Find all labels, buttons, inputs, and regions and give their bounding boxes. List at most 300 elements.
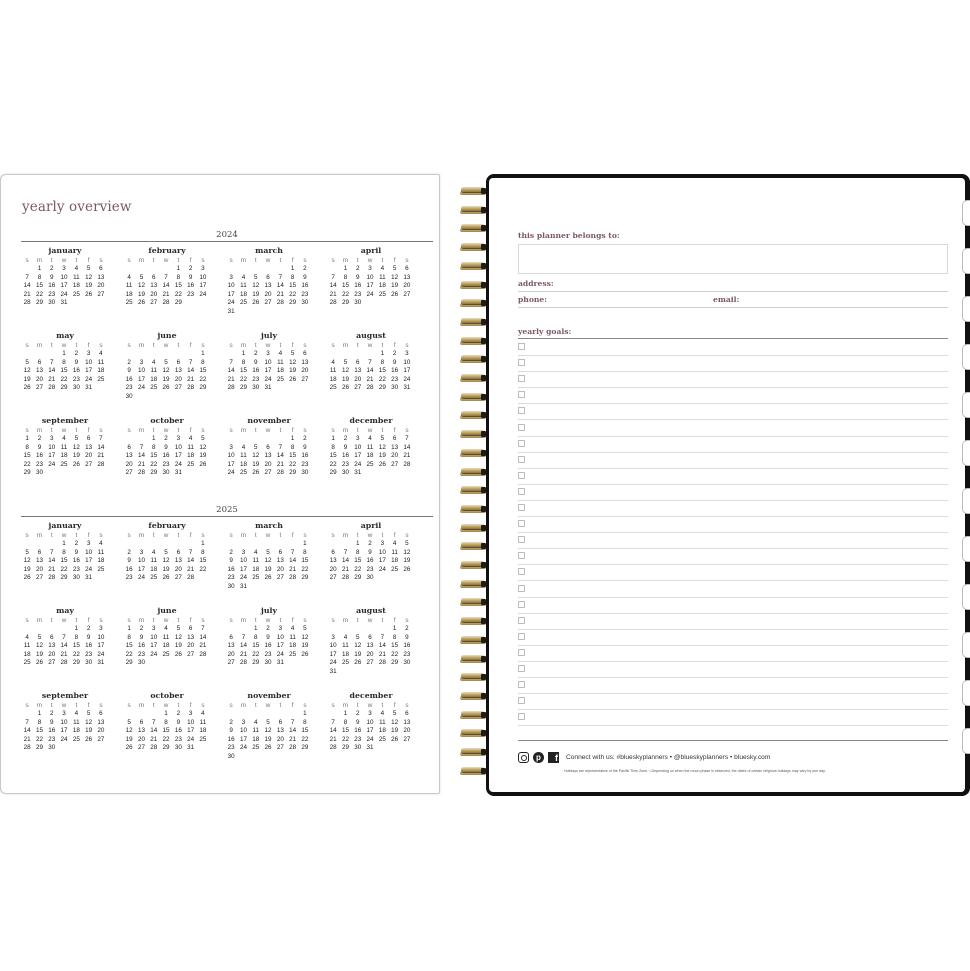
week-row — [327, 642, 415, 651]
day-cell: 16 — [391, 367, 399, 375]
day-cell: 9 — [86, 633, 91, 641]
goal-row[interactable] — [518, 694, 948, 710]
day-cell: 3 — [229, 273, 233, 281]
side-tab[interactable] — [962, 536, 970, 562]
side-tab[interactable] — [962, 584, 970, 610]
day-cell: 3 — [405, 350, 409, 357]
day-cell — [274, 384, 286, 393]
goal-row[interactable] — [518, 437, 948, 453]
weekday-letter: f — [189, 257, 192, 264]
day-cell: 28 — [239, 659, 247, 667]
day-cell: 5 — [25, 358, 29, 366]
day-cell: 20 — [391, 452, 399, 460]
day-cell — [33, 540, 45, 549]
day-cell: 1 — [201, 350, 205, 357]
goal-checkbox[interactable] — [518, 713, 525, 720]
week-row — [225, 583, 313, 592]
day-cell — [376, 744, 388, 753]
day-cell: 14 — [289, 727, 297, 735]
day-cell: 24 — [264, 375, 272, 383]
day-cell: 25 — [252, 574, 260, 582]
day-cell: 16 — [35, 452, 43, 460]
day-cell: 5 — [303, 625, 307, 632]
goal-checkbox[interactable] — [518, 456, 525, 463]
day-cell: 30 — [125, 392, 133, 400]
month-name: december — [349, 691, 393, 700]
weekday-letter: s — [25, 532, 29, 539]
goal-checkbox[interactable] — [518, 391, 525, 398]
goal-checkbox[interactable] — [518, 552, 525, 559]
weekday-letter: m — [36, 617, 43, 624]
goal-row[interactable] — [518, 421, 948, 437]
week-row — [327, 710, 415, 719]
day-cell: 11 — [150, 557, 158, 565]
goal-checkbox[interactable] — [518, 633, 525, 640]
day-cell: 5 — [176, 625, 181, 632]
day-cell: 17 — [227, 460, 235, 468]
week-row — [123, 634, 211, 643]
side-tab[interactable] — [962, 680, 970, 706]
month-name: august — [356, 606, 386, 615]
contact-line[interactable] — [518, 307, 948, 308]
day-cell: 12 — [378, 443, 386, 451]
month-december — [327, 690, 415, 753]
day-cell: 4 — [62, 435, 66, 442]
weekday-letter: f — [189, 532, 192, 539]
day-cell: 27 — [125, 469, 133, 477]
weekday-letter: w — [61, 427, 67, 434]
day-cell: 27 — [403, 290, 411, 298]
week-row — [225, 435, 313, 444]
side-tab[interactable] — [962, 200, 970, 226]
day-cell: 4 — [278, 350, 283, 357]
day-cell: 16 — [252, 367, 260, 375]
goal-checkbox[interactable] — [518, 407, 525, 414]
weekday-letter: f — [291, 617, 294, 624]
day-cell: 19 — [137, 290, 145, 298]
day-cell: 13 — [264, 282, 272, 290]
day-cell: 7 — [290, 548, 295, 556]
day-cell: 9 — [405, 633, 409, 641]
weekday-letter: t — [356, 342, 359, 349]
weekday-letter: w — [163, 427, 169, 434]
day-cell: 23 — [252, 375, 260, 383]
spiral-coil — [459, 354, 489, 364]
day-cell: 17 — [85, 367, 93, 375]
weekday-letter: s — [303, 427, 307, 434]
goal-row[interactable] — [518, 404, 948, 420]
goal-checkbox[interactable] — [518, 520, 525, 527]
day-cell: 1 — [201, 540, 205, 547]
day-cell: 29 — [125, 659, 133, 667]
address-label: address: — [518, 279, 554, 288]
facebook-icon[interactable]: f — [548, 752, 559, 763]
weekday-letter: s — [405, 257, 409, 264]
day-cell: 21 — [403, 452, 411, 460]
day-cell: 18 — [252, 735, 260, 743]
side-tab[interactable] — [962, 488, 970, 514]
day-cell — [237, 710, 249, 719]
week-row — [123, 540, 211, 549]
day-cell: 2 — [303, 265, 307, 272]
day-cell: 11 — [97, 548, 105, 556]
day-cell: 3 — [355, 435, 360, 442]
week-row — [123, 265, 211, 274]
goal-row[interactable] — [518, 340, 948, 356]
day-cell: 10 — [60, 273, 68, 281]
day-cell: 2 — [229, 548, 233, 556]
day-cell: 8 — [290, 273, 295, 281]
day-cell: 28 — [341, 574, 349, 582]
goal-row[interactable] — [518, 646, 948, 662]
weekday-letter: t — [75, 702, 78, 709]
day-cell — [299, 753, 311, 762]
day-cell: 19 — [199, 452, 207, 460]
weekday-letter: s — [201, 702, 205, 709]
week-row — [123, 444, 211, 453]
weekday-header — [225, 701, 313, 710]
side-tab[interactable] — [962, 440, 970, 466]
day-cell: 16 — [125, 375, 133, 383]
weekday-letter: f — [291, 532, 294, 539]
day-cell — [262, 540, 274, 549]
day-cell — [172, 540, 184, 549]
day-cell: 22 — [239, 375, 247, 383]
day-cell: 10 — [137, 557, 145, 565]
day-cell: 18 — [378, 282, 386, 290]
day-cell: 23 — [227, 574, 235, 582]
email-label: email: — [713, 295, 740, 304]
day-cell: 11 — [187, 443, 194, 451]
day-cell: 21 — [329, 290, 337, 298]
yearly-goals-label: yearly goals: — [518, 327, 572, 336]
day-cell: 5 — [127, 718, 131, 726]
day-cell: 15 — [199, 557, 207, 565]
day-cell: 18 — [97, 557, 105, 565]
day-cell: 8 — [62, 548, 66, 556]
goal-row[interactable] — [518, 453, 948, 469]
goal-checkbox[interactable] — [518, 697, 525, 704]
day-cell: 21 — [341, 565, 349, 573]
goal-row[interactable] — [518, 662, 948, 678]
goal-checkbox[interactable] — [518, 424, 525, 431]
day-cell: 22 — [60, 565, 68, 573]
day-cell: 15 — [391, 642, 399, 650]
day-cell: 30 — [137, 659, 145, 667]
month-december — [327, 415, 415, 478]
weekday-header — [225, 341, 313, 350]
day-cell: 21 — [289, 735, 297, 743]
day-cell: 13 — [35, 557, 43, 565]
day-cell: 26 — [289, 375, 297, 383]
day-cell — [225, 710, 237, 719]
phone-label: phone: — [518, 295, 548, 304]
weekday-letter: s — [303, 532, 307, 539]
weekday-letter: t — [381, 532, 384, 539]
day-cell: 22 — [23, 460, 31, 468]
weekday-letter: f — [393, 427, 396, 434]
goal-checkbox[interactable] — [518, 536, 525, 543]
goal-row[interactable] — [518, 549, 948, 565]
weekday-letter: f — [189, 342, 192, 349]
day-cell: 30 — [72, 574, 80, 582]
day-cell: 16 — [341, 452, 349, 460]
day-cell: 5 — [290, 350, 295, 357]
week-row — [327, 435, 415, 444]
day-cell: 18 — [187, 452, 195, 460]
day-cell: 9 — [74, 358, 79, 366]
day-cell: 2 — [229, 718, 233, 726]
day-cell — [184, 659, 196, 668]
day-cell: 15 — [289, 452, 297, 460]
day-cell: 23 — [72, 565, 80, 573]
day-cell: 19 — [23, 375, 31, 383]
day-cell: 2 — [49, 710, 54, 717]
weekday-letter: t — [279, 617, 282, 624]
day-cell — [401, 744, 413, 753]
day-cell — [376, 299, 388, 308]
day-cell: 12 — [23, 367, 31, 375]
day-cell: 26 — [23, 574, 31, 582]
day-cell: 9 — [303, 443, 307, 451]
goal-checkbox[interactable] — [518, 343, 525, 350]
weekday-letter: s — [331, 617, 335, 624]
day-cell: 12 — [301, 633, 309, 641]
day-cell: 6 — [278, 718, 283, 726]
spiral-coil — [459, 541, 489, 551]
spiral-coil — [459, 691, 489, 701]
day-cell: 3 — [139, 548, 144, 556]
goal-row[interactable] — [518, 372, 948, 388]
day-cell: 10 — [366, 273, 374, 281]
side-tab[interactable] — [962, 344, 970, 370]
day-cell: 17 — [137, 375, 145, 383]
day-cell: 28 — [276, 299, 284, 307]
owner-name-field[interactable] — [518, 244, 948, 274]
day-cell: 24 — [227, 469, 235, 477]
day-cell: 5 — [266, 548, 270, 556]
pinterest-icon[interactable]: p — [533, 752, 544, 763]
day-cell: 26 — [162, 574, 170, 582]
day-cell: 15 — [125, 642, 133, 650]
day-cell: 26 — [354, 659, 362, 667]
day-cell: 19 — [85, 727, 93, 735]
week-row — [225, 557, 313, 566]
week-row — [123, 719, 211, 728]
day-cell: 21 — [97, 452, 105, 460]
day-cell: 26 — [264, 574, 272, 582]
day-cell: 29 — [162, 744, 170, 752]
day-cell: 17 — [366, 727, 374, 735]
day-cell: 5 — [74, 435, 79, 442]
goal-row[interactable] — [518, 485, 948, 501]
day-cell: 8 — [253, 633, 258, 641]
goal-checkbox[interactable] — [518, 504, 525, 511]
goal-checkbox[interactable] — [518, 665, 525, 672]
weekday-letter: f — [87, 257, 90, 264]
day-cell: 30 — [354, 744, 362, 752]
day-cell: 25 — [239, 299, 247, 307]
day-cell — [148, 350, 160, 359]
day-cell — [148, 540, 160, 549]
day-cell: 2 — [74, 350, 79, 357]
day-cell: 9 — [164, 443, 168, 451]
day-cell: 4 — [188, 435, 193, 442]
goal-checkbox[interactable] — [518, 681, 525, 688]
day-cell: 14 — [23, 282, 31, 290]
goal-row[interactable] — [518, 678, 948, 694]
day-cell: 4 — [127, 273, 131, 281]
day-cell: 29 — [252, 659, 260, 667]
goal-checkbox[interactable] — [518, 585, 525, 592]
week-row — [225, 549, 313, 558]
goal-row[interactable] — [518, 598, 948, 614]
day-cell: 26 — [264, 744, 272, 752]
week-row — [21, 549, 109, 558]
goal-checkbox[interactable] — [518, 440, 525, 447]
goal-checkbox[interactable] — [518, 472, 525, 479]
spiral-coil — [459, 504, 489, 514]
side-tab[interactable] — [962, 296, 970, 322]
weekday-letter: t — [279, 342, 282, 349]
side-tab[interactable] — [962, 632, 970, 658]
day-cell: 22 — [60, 375, 68, 383]
weekday-letter: w — [61, 257, 67, 264]
goal-row[interactable] — [518, 710, 948, 726]
day-cell: 18 — [341, 650, 349, 658]
day-cell: 10 — [329, 642, 337, 650]
side-tab[interactable] — [962, 392, 970, 418]
day-cell: 23 — [301, 290, 309, 298]
weekday-letter: w — [61, 342, 67, 349]
month-march — [225, 520, 313, 592]
day-cell — [352, 625, 364, 634]
goal-row[interactable] — [518, 630, 948, 646]
day-cell — [148, 659, 160, 668]
week-row — [327, 469, 415, 478]
day-cell: 1 — [74, 625, 79, 632]
day-cell: 11 — [125, 282, 133, 290]
goal-checkbox[interactable] — [518, 568, 525, 575]
goal-row[interactable] — [518, 565, 948, 581]
goal-row[interactable] — [518, 388, 948, 404]
weekday-header — [123, 256, 211, 265]
day-cell — [299, 308, 311, 317]
day-cell: 10 — [227, 452, 235, 460]
day-cell: 9 — [355, 718, 360, 726]
day-cell: 17 — [85, 557, 93, 565]
weekday-header — [225, 426, 313, 435]
week-row — [123, 384, 211, 393]
day-cell: 28 — [199, 650, 207, 658]
day-cell: 7 — [368, 358, 372, 366]
day-cell: 3 — [241, 718, 246, 726]
day-cell: 4 — [331, 358, 335, 366]
day-cell: 7 — [229, 358, 233, 366]
week-row — [327, 376, 415, 385]
goal-row[interactable] — [518, 469, 948, 485]
goal-row[interactable] — [518, 501, 948, 517]
day-cell: 1 — [331, 435, 335, 442]
weekday-letter: m — [36, 702, 43, 709]
day-cell: 25 — [72, 290, 80, 298]
day-cell: 1 — [290, 265, 295, 272]
goal-checkbox[interactable] — [518, 649, 525, 656]
spiral-binding — [459, 186, 489, 786]
day-cell: 2 — [303, 435, 307, 442]
day-cell: 22 — [301, 735, 309, 743]
weekday-letter: t — [50, 342, 53, 349]
day-cell: 11 — [329, 367, 337, 375]
goal-checkbox[interactable] — [518, 617, 525, 624]
address-line[interactable] — [518, 291, 948, 292]
week-row — [225, 753, 313, 762]
day-cell — [376, 668, 388, 677]
day-cell: 22 — [329, 460, 337, 468]
goal-row[interactable] — [518, 356, 948, 372]
day-cell: 23 — [354, 735, 362, 743]
day-cell: 3 — [188, 710, 193, 717]
instagram-icon[interactable] — [518, 752, 529, 763]
day-cell: 5 — [343, 358, 348, 366]
day-cell: 7 — [331, 718, 335, 726]
day-cell: 10 — [85, 548, 93, 556]
day-cell: 2 — [86, 625, 91, 632]
day-cell: 7 — [49, 358, 54, 366]
day-cell: 23 — [341, 460, 349, 468]
day-cell: 19 — [264, 565, 272, 573]
goal-checkbox[interactable] — [518, 601, 525, 608]
week-row — [21, 566, 109, 575]
side-tab[interactable] — [962, 248, 970, 274]
weekday-letter: f — [393, 342, 396, 349]
weekday-header — [21, 426, 109, 435]
week-row — [327, 634, 415, 643]
day-cell: 22 — [35, 290, 43, 298]
side-tab[interactable] — [962, 728, 970, 754]
goal-row[interactable] — [518, 582, 948, 598]
goal-checkbox[interactable] — [518, 375, 525, 382]
weekday-header — [327, 341, 415, 350]
weekday-letter: t — [381, 427, 384, 434]
week-row — [123, 274, 211, 283]
week-row — [327, 719, 415, 728]
week-row — [123, 452, 211, 461]
goal-row[interactable] — [518, 533, 948, 549]
month-name: june — [157, 606, 177, 615]
goal-row[interactable] — [518, 517, 948, 533]
week-row — [21, 557, 109, 566]
week-row — [21, 634, 109, 643]
goal-checkbox[interactable] — [518, 488, 525, 495]
weekday-letter: t — [177, 617, 180, 624]
day-cell: 13 — [187, 633, 195, 641]
goal-checkbox[interactable] — [518, 359, 525, 366]
day-cell: 8 — [343, 718, 348, 726]
week-row — [123, 350, 211, 359]
day-cell: 24 — [85, 565, 93, 573]
day-cell: 20 — [366, 650, 374, 658]
day-cell: 14 — [239, 642, 247, 650]
day-cell: 31 — [85, 574, 93, 582]
month-august — [327, 330, 415, 393]
day-cell: 15 — [60, 367, 68, 375]
day-cell: 5 — [355, 633, 360, 641]
day-cell: 18 — [276, 367, 284, 375]
day-cell: 11 — [391, 548, 398, 556]
day-cell: 22 — [289, 460, 297, 468]
goal-row[interactable] — [518, 614, 948, 630]
